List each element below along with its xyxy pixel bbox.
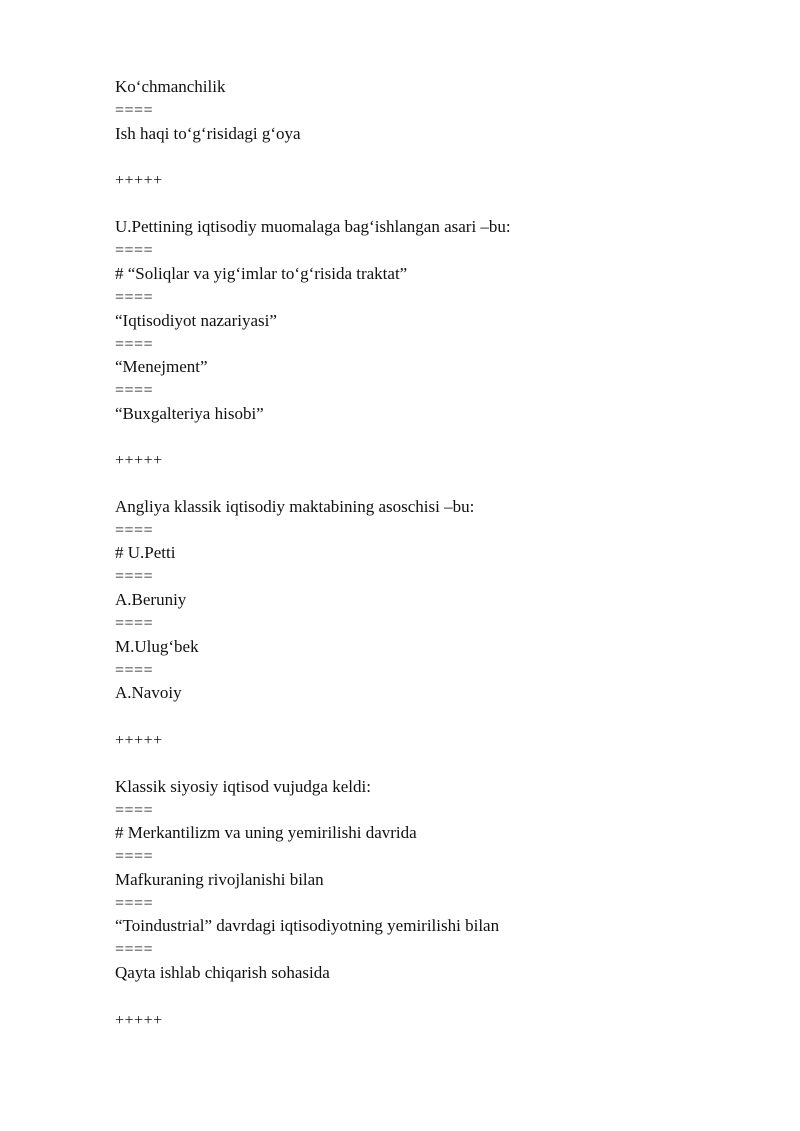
option-separator: ==== xyxy=(115,895,154,912)
option-separator: ==== xyxy=(115,382,154,399)
question-separator: +++++ xyxy=(115,732,163,749)
question-separator: +++++ xyxy=(115,452,163,469)
answer-option: Qayta ishlab chiqarish sohasida xyxy=(115,963,330,982)
answer-option: M.Ulug‘bek xyxy=(115,637,199,656)
option-separator: ==== xyxy=(115,336,154,353)
correct-answer-option: # U.Petti xyxy=(115,543,176,562)
question-text: Klassik siyosiy iqtisod vujudga keldi: xyxy=(115,777,371,796)
question-text: U.Pettining iqtisodiy muomalaga bag‘ishlangan asari –bu: xyxy=(115,217,511,236)
answer-option: “Toindustrial” davrdagi iqtisodiyotning yemirilishi bilan xyxy=(115,916,500,935)
answer-option: Mafkuraning rivojlanishi bilan xyxy=(115,870,324,889)
answer-option: “Buxgalteriya hisobi” xyxy=(115,404,264,423)
question-text: Angliya klassik iqtisodiy maktabining asoschisi –bu: xyxy=(115,497,475,516)
answer-option: “Iqtisodiyot nazariyasi” xyxy=(115,311,277,330)
option-separator: ==== xyxy=(115,242,154,259)
option-separator: ==== xyxy=(115,941,154,958)
option-separator: ==== xyxy=(115,848,154,865)
option-separator: ==== xyxy=(115,102,154,119)
answer-option: Ko‘chmanchilik xyxy=(115,77,226,96)
option-separator: ==== xyxy=(115,522,154,539)
answer-option: A.Navoiy xyxy=(115,683,182,702)
option-separator: ==== xyxy=(115,802,154,819)
answer-option: A.Beruniy xyxy=(115,590,187,609)
question-separator: +++++ xyxy=(115,172,163,189)
option-separator: ==== xyxy=(115,615,154,632)
option-separator: ==== xyxy=(115,662,154,679)
answer-option: “Menejment” xyxy=(115,357,208,376)
answer-option: Ish haqi to‘g‘risidagi g‘oya xyxy=(115,124,301,143)
correct-answer-option: # “Soliqlar va yig‘imlar to‘g‘risida traktat” xyxy=(115,264,408,283)
correct-answer-option: # Merkantilizm va uning yemirilishi davrida xyxy=(115,823,417,842)
question-separator: +++++ xyxy=(115,1012,163,1029)
option-separator: ==== xyxy=(115,568,154,585)
option-separator: ==== xyxy=(115,289,154,306)
